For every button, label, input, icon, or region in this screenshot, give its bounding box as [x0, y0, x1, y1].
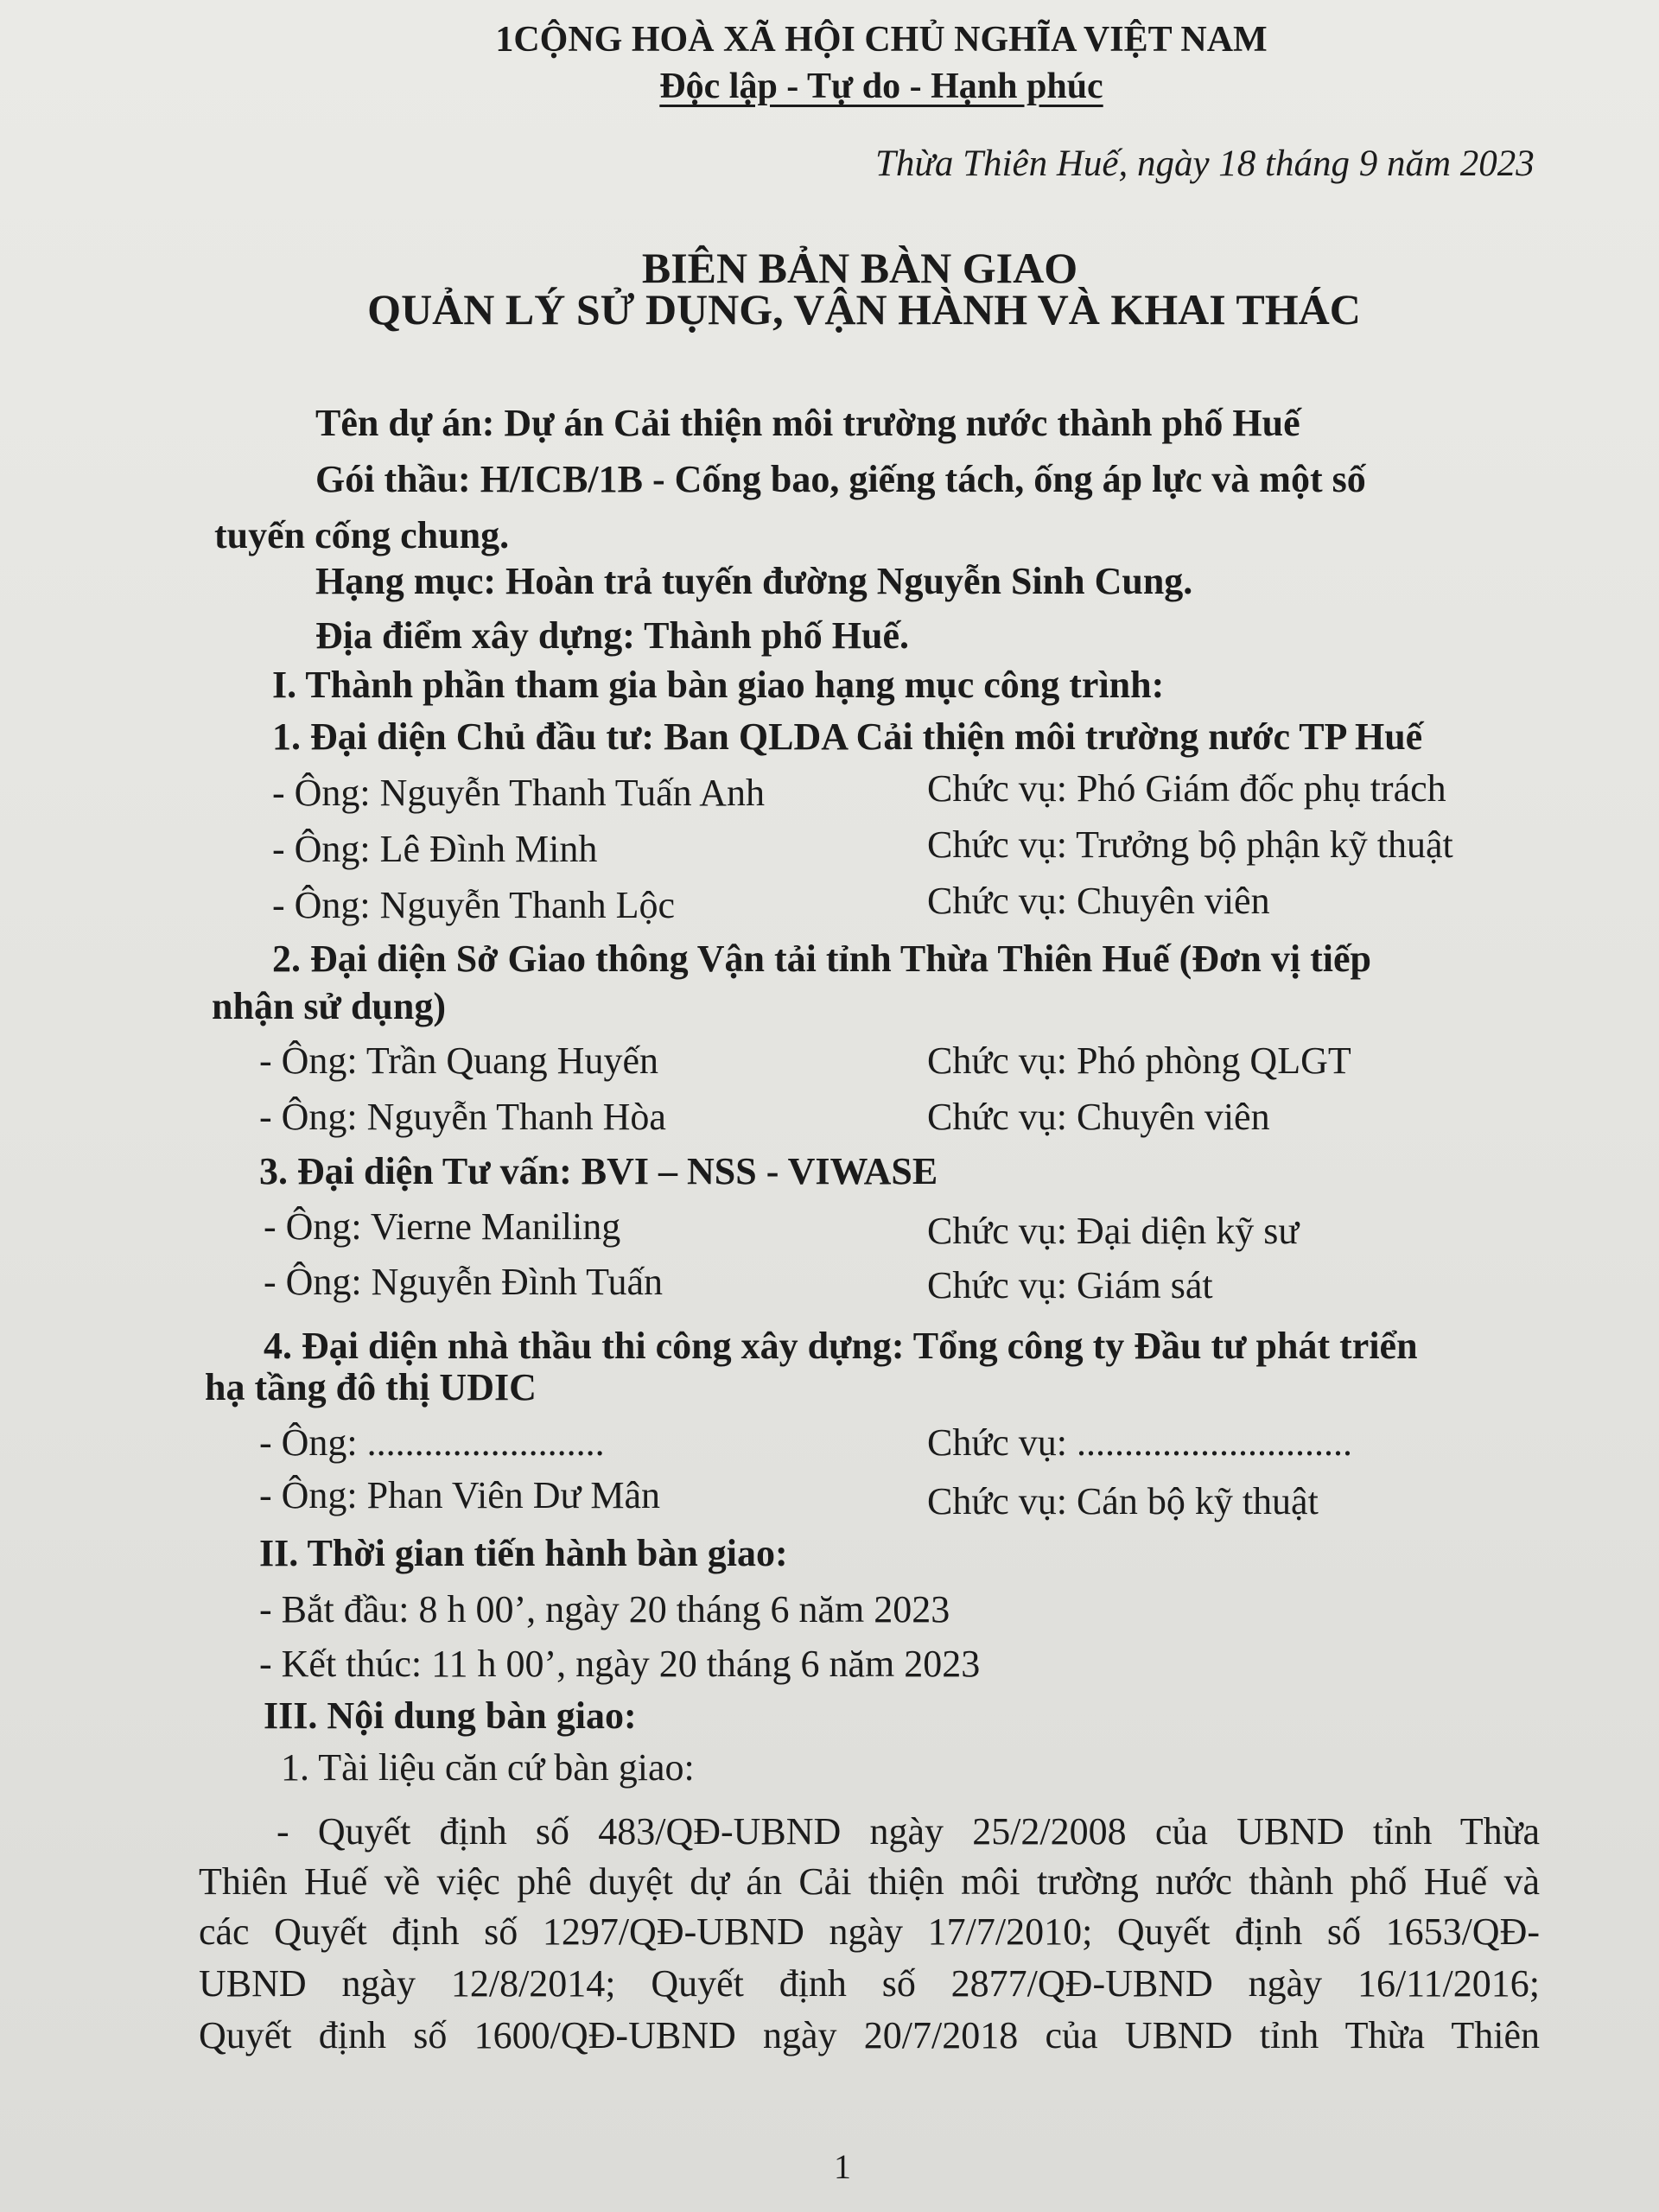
participant-name: - Ông: Vierne Maniling — [264, 1205, 621, 1248]
participant-name: - Ông: Nguyễn Đình Tuấn — [264, 1261, 664, 1303]
project-item: Hạng mục: Hoàn trả tuyến đường Nguyễn Sinh Cung. — [315, 560, 1193, 602]
section-1-heading: I. Thành phần tham gia bàn giao hạng mục công trình: — [272, 664, 1165, 706]
paragraph-line: Quyết định số 1600/QĐ-UBND ngày 20/7/2018 của UBND tỉnh Thừa Thiên — [199, 2014, 1540, 2056]
project-location: Địa điểm xây dựng: Thành phố Huế. — [315, 614, 910, 657]
participant-role: Chức vụ: Phó Giám đốc phụ trách — [927, 767, 1446, 810]
paragraph-line: các Quyết định số 1297/QĐ-UBND ngày 17/7/2010; Quyết định số 1653/QĐ- — [199, 1910, 1540, 1953]
motto-text: Độc lập - Tự do - Hạnh phúc — [659, 67, 1103, 106]
participant-role: Chức vụ: Chuyên viên — [927, 880, 1270, 922]
participant-role: Chức vụ: Đại diện kỹ sư — [927, 1210, 1300, 1252]
group-2-heading-line-2: nhận sử dụng) — [212, 985, 447, 1027]
page-number: 1 — [834, 2147, 851, 2186]
participant-name: - Ông: Lê Đình Minh — [272, 828, 598, 870]
participant-name: - Ông: Nguyễn Thanh Tuấn Anh — [272, 772, 765, 814]
package-line-1: Gói thầu: H/ICB/1B - Cống bao, giếng tách, ống áp lực và một số — [315, 458, 1366, 500]
participant-name: - Ông: Nguyễn Thanh Lộc — [272, 884, 675, 926]
participant-name: - Ông: Trần Quang Huyến — [259, 1039, 658, 1082]
place-date: Thừa Thiên Huế, ngày 18 tháng 9 năm 2023 — [875, 143, 1535, 184]
paragraph-line: - Quyết định số 483/QĐ-UBND ngày 25/2/2008 của UBND tỉnh Thừa — [276, 1810, 1540, 1853]
participant-role: Chức vụ: Phó phòng QLGT — [927, 1039, 1351, 1082]
participant-role: Chức vụ: ............................. — [927, 1421, 1352, 1464]
country-header: 1CỘNG HOÀ XÃ HỘI CHỦ NGHĨA VIỆT NAM — [495, 20, 1268, 60]
participant-name: - Ông: Nguyễn Thanh Hòa — [259, 1096, 666, 1138]
handover-start: - Bắt đầu: 8 h 00’, ngày 20 tháng 6 năm 2023 — [259, 1588, 950, 1630]
group-4-heading-line-1: 4. Đại diện nhà thầu thi công xây dựng: Tổng công ty Đầu tư phát triển — [264, 1325, 1418, 1367]
paragraph-line: UBND ngày 12/8/2014; Quyết định số 2877/QĐ-UBND ngày 16/11/2016; — [199, 1962, 1540, 2005]
section-3-heading: III. Nội dung bàn giao: — [264, 1694, 637, 1737]
group-4-heading-line-2: hạ tầng đô thị UDIC — [205, 1366, 537, 1408]
section-2-heading: II. Thời gian tiến hành bàn giao: — [259, 1532, 788, 1574]
participant-role: Chức vụ: Trưởng bộ phận kỹ thuật — [927, 823, 1453, 866]
participant-name: - Ông: Phan Viên Dư Mân — [259, 1474, 661, 1516]
participant-name: - Ông: ......................... — [259, 1421, 605, 1464]
paragraph-line: Thiên Huế về việc phê duyệt dự án Cải thiện môi trường nước thành phố Huế và — [199, 1860, 1540, 1903]
participant-role: Chức vụ: Chuyên viên — [927, 1096, 1270, 1138]
motto — [52, 62, 1659, 111]
group-1-heading: 1. Đại diện Chủ đầu tư: Ban QLDA Cải thiện môi trường nước TP Huế — [272, 715, 1423, 758]
participant-role: Chức vụ: Cán bộ kỹ thuật — [927, 1480, 1319, 1522]
title-line-2: QUẢN LÝ SỬ DỤNG, VẬN HÀNH VÀ KHAI THÁC — [367, 285, 1361, 334]
participant-role: Chức vụ: Giám sát — [927, 1264, 1213, 1306]
title-line-1: BIÊN BẢN BÀN GIAO — [641, 244, 1078, 292]
group-3-heading: 3. Đại diện Tư vấn: BVI – NSS - VIWASE — [259, 1150, 938, 1192]
section-3-subheading: 1. Tài liệu căn cứ bàn giao: — [281, 1746, 695, 1789]
project-name: Tên dự án: Dự án Cải thiện môi trường nước thành phố Huế — [315, 402, 1300, 444]
handover-end: - Kết thúc: 11 h 00’, ngày 20 tháng 6 năm 2023 — [259, 1643, 981, 1685]
group-2-heading-line-1: 2. Đại diện Sở Giao thông Vận tải tỉnh Thừa Thiên Huế (Đơn vị tiếp — [272, 938, 1371, 980]
package-line-2: tuyến cống chung. — [214, 514, 510, 556]
